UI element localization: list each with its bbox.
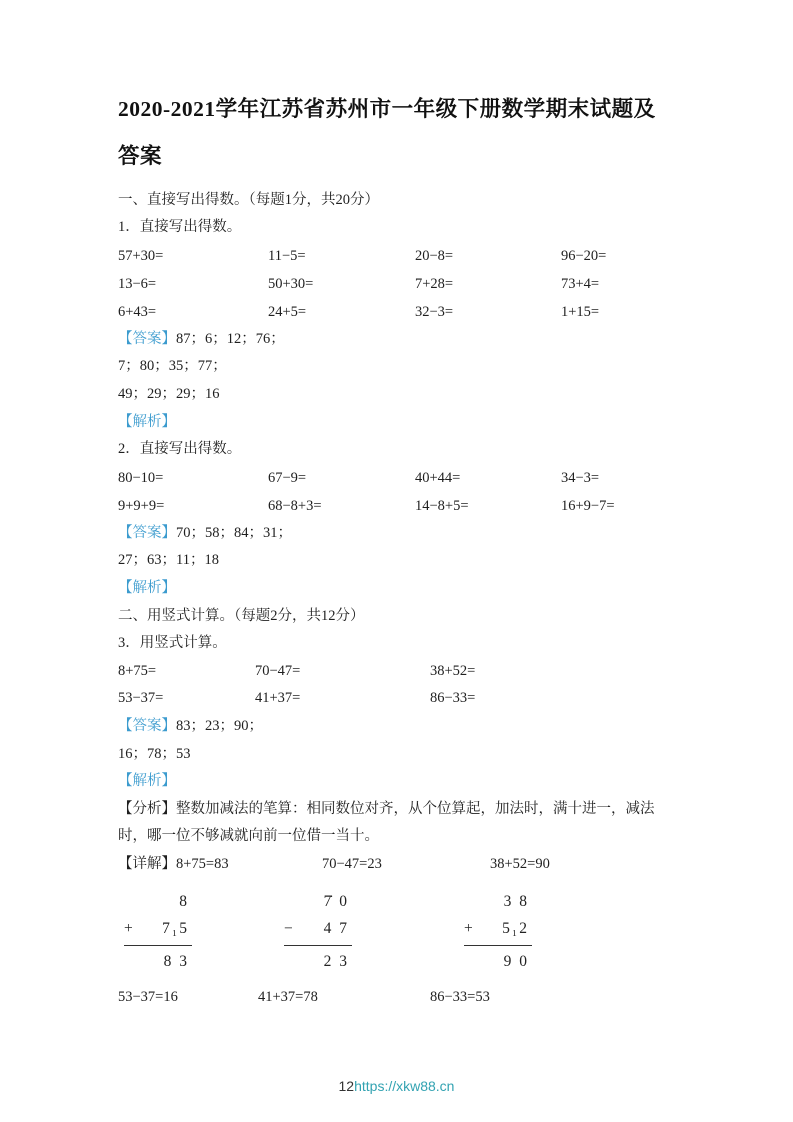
problem-cell: 34−3= — [561, 469, 600, 486]
detail-line — [118, 851, 675, 879]
answer-tag: 【答案】 — [118, 717, 176, 734]
answer-text: 83；23；90； — [176, 717, 263, 734]
analysis-3-tag — [118, 768, 675, 796]
problem-cell: 1+15= — [561, 303, 600, 320]
vcalc-top-row: 3 8 — [503, 893, 529, 911]
vertical-calc-1 — [124, 890, 192, 974]
problem-cell: 14−8+5= — [415, 497, 469, 514]
answer-text: 70；58；84；31； — [176, 524, 292, 541]
section-2-header: 二、用竖式计算。（每题2分，共12分） — [118, 607, 365, 624]
section-1-header: 一、直接写出得数。（每题1分，共20分） — [118, 191, 379, 208]
vcalc-result-row: 8 3 — [163, 953, 189, 971]
vcalc-result-row: 9 0 — [503, 953, 529, 971]
problem-cell: 32−3= — [415, 303, 454, 320]
answer-tag: 【答案】 — [118, 524, 176, 541]
analysis-tag: 【解析】 — [118, 773, 176, 790]
answer-1-line-3: 49；29；29；16 — [118, 385, 220, 402]
vcalc-top-row: 7̇ 0 — [323, 893, 349, 911]
vcalc-operator: + — [124, 920, 135, 938]
problem-cell: 67−9= — [268, 469, 307, 486]
problem-cell: 11−5= — [268, 247, 306, 264]
answer-3-line-2: 16；78；53 — [118, 745, 191, 762]
answer-tag: 【答案】 — [118, 330, 176, 347]
problem-cell: 73+4= — [561, 275, 600, 292]
problem-cell: 96−20= — [561, 247, 607, 264]
answer-1-line-1 — [118, 326, 675, 354]
page-number: 12 — [338, 1078, 355, 1094]
vertical-calculations — [118, 890, 675, 974]
analysis-1-tag — [118, 409, 675, 437]
problem-cell: 7+28= — [415, 275, 454, 292]
final-results-line — [118, 984, 675, 1012]
analysis-paragraph: 【分析】整数加减法的笔算：相同数位对齐，从个位算起，加法时，满十进一，减法时，哪一位不够减就向前一位借一当十。 — [118, 800, 655, 845]
analysis-tag: 【解析】 — [118, 413, 176, 430]
problem-cell: 40+44= — [415, 469, 461, 486]
page-footer — [0, 1078, 793, 1094]
question-2-label: 2．直接写出得数。 — [118, 441, 242, 458]
answer-2-line-1 — [118, 520, 675, 548]
vcalc-top-row: 8 — [179, 893, 189, 911]
detail-item: 70−47=23 — [322, 855, 382, 872]
problem-cell: 70−47= — [255, 662, 301, 679]
question-2-problems — [118, 464, 675, 520]
problem-cell: 24+5= — [268, 303, 307, 320]
detail-item: 【详解】8+75=83 — [118, 855, 229, 872]
answer-text: 87；6；12；76； — [176, 330, 285, 347]
vcalc-operand-row — [464, 917, 532, 946]
result-item: 53−37=16 — [118, 989, 178, 1006]
result-item: 41+37=78 — [258, 989, 318, 1006]
problem-cell: 57+30= — [118, 247, 164, 264]
problem-cell: 16+9−7= — [561, 497, 615, 514]
vertical-calc-3 — [464, 890, 532, 974]
vcalc-operator: − — [284, 920, 295, 938]
problem-cell: 86−33= — [430, 690, 476, 707]
document-title: 2020-2021学年江苏省苏州市一年级下册数学期末试题及答案 — [118, 97, 656, 169]
problem-cell: 53−37= — [118, 690, 164, 707]
problem-cell: 38+52= — [430, 662, 476, 679]
problem-cell: 20−8= — [415, 247, 454, 264]
answer-2-line-2: 27；63；11；18 — [118, 552, 219, 569]
vcalc-operand: 5₁2 — [502, 920, 529, 938]
problem-cell: 8+75= — [118, 662, 157, 679]
question-1-problems — [118, 242, 675, 326]
problem-cell: 9+9+9= — [118, 497, 165, 514]
problem-cell: 41+37= — [255, 690, 301, 707]
vcalc-operand-row — [284, 917, 352, 946]
problem-cell: 80−10= — [118, 469, 164, 486]
answer-3-line-1 — [118, 713, 675, 741]
vcalc-operator: + — [464, 920, 475, 938]
question-3-problems — [118, 658, 675, 713]
vcalc-result-row: 2 3 — [323, 953, 349, 971]
problem-cell: 68−8+3= — [268, 497, 322, 514]
analysis-2-tag — [118, 575, 675, 603]
vcalc-operand: 4 7 — [323, 920, 349, 938]
site-link[interactable]: https://xkw88.cn — [354, 1078, 455, 1094]
problem-cell: 50+30= — [268, 275, 314, 292]
question-1-label: 1．直接写出得数。 — [118, 219, 242, 236]
question-3-label: 3．用竖式计算。 — [118, 635, 227, 652]
vcalc-operand-row — [124, 917, 192, 946]
vcalc-operand: 7₁5 — [162, 920, 189, 938]
result-item: 86−33=53 — [430, 989, 490, 1006]
answer-1-line-2: 7；80；35；77； — [118, 358, 227, 375]
detail-item: 38+52=90 — [490, 855, 550, 872]
problem-cell: 6+43= — [118, 303, 157, 320]
analysis-tag: 【解析】 — [118, 579, 176, 596]
vertical-calc-2 — [284, 890, 352, 974]
problem-cell: 13−6= — [118, 275, 157, 292]
